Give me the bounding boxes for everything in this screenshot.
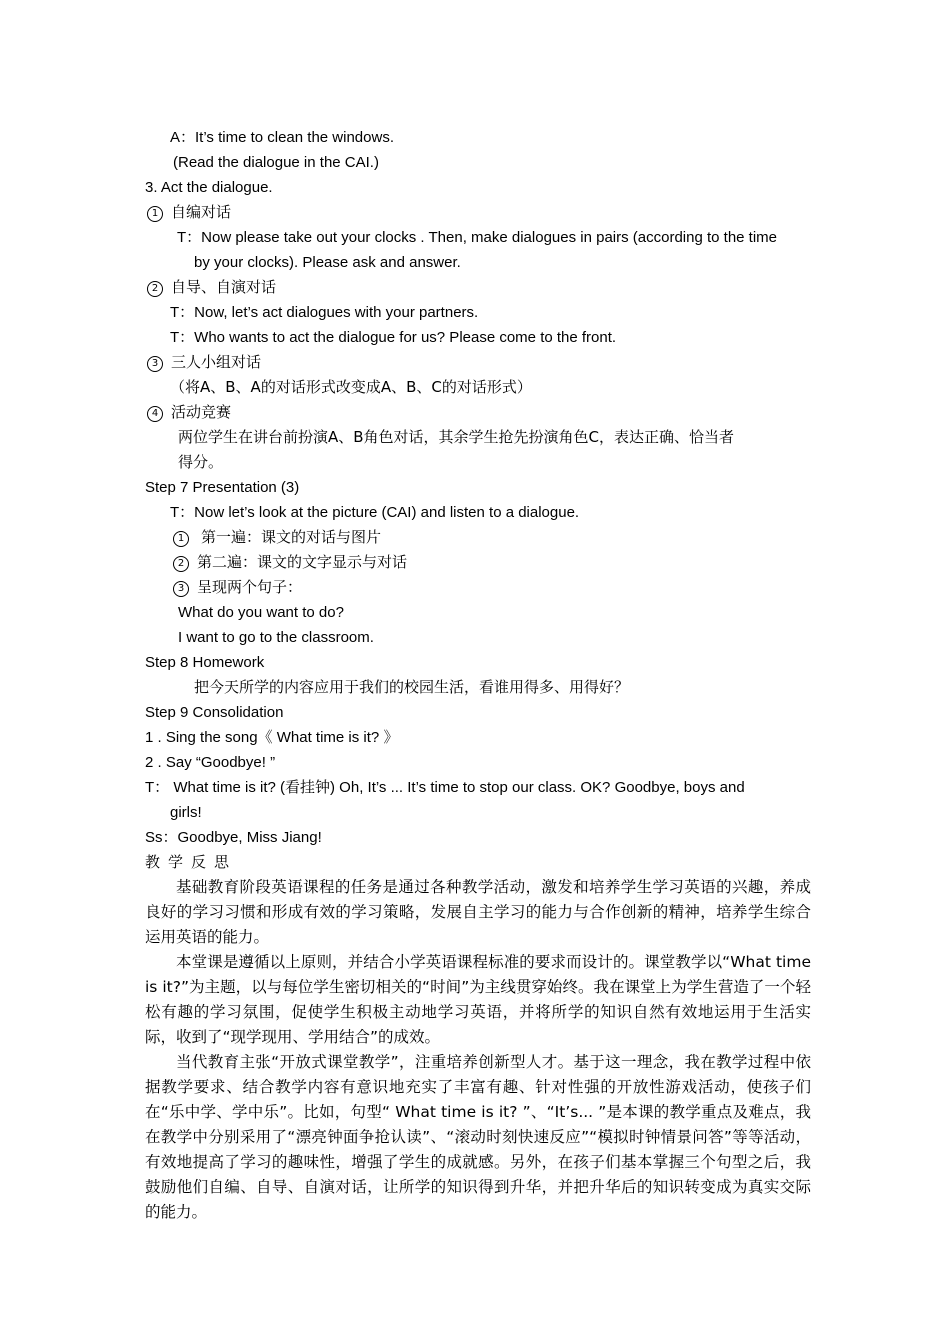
students-reply: Ss：Goodbye, Miss Jiang!	[145, 829, 322, 846]
step-9-item-1: 1 . Sing the song《 What time is it? 》	[145, 729, 399, 746]
step-7-sub-3	[173, 575, 302, 600]
circled-number-2: 2	[173, 556, 189, 572]
dialogue-line-a: A：It’s time to clean the windows.	[170, 129, 394, 146]
item-4-text-line-2: 得分。	[178, 453, 224, 471]
step-9-item-2: 2 . Say “Goodbye! ”	[145, 754, 276, 771]
step-8-text: 把今天所学的内容应用于我们的校园生活，看谁用得多、用得好？	[194, 678, 630, 696]
reflection-paragraph-1: 基础教育阶段英语课程的任务是通过各种教学活动，激发和培养学生学习英语的兴趣，养成良好的学习习惯和形成有效的学习策略，发展自主学习的能力与合作创新的精神，培养学生综合运用英语的能力。	[145, 878, 811, 946]
item-3-note: （将A、B、A的对话形式改变成A、B、C的对话形式）	[170, 378, 532, 396]
item-1-teacher-line-1: T：Now please take out your clocks . Then, make dialogues in pairs (according to the time	[177, 229, 778, 246]
step-7-sub-1-text: 第一遍：课文的对话与图片	[201, 528, 382, 546]
teacher-closing-line-2: girls!	[170, 804, 202, 821]
step-9-heading: Step 9 Consolidation	[145, 704, 284, 721]
step-7-heading: Step 7 Presentation (3)	[145, 479, 300, 496]
read-dialogue-note: (Read the dialogue in the CAI.)	[173, 154, 379, 171]
step-7-sub-2	[173, 550, 407, 575]
item-2-teacher-line-1: T：Now, let’s act dialogues with your partners.	[170, 304, 479, 321]
reflection-paragraph-3: 当代教育主张“开放式课堂教学”，注重培养创新型人才。基于这一理念，我在教学过程中依据教学要求、结合教学内容有意识地充实了丰富有趣、针对性强的开放性游戏活动，使孩子们在“乐中学、学中乐”。比如，句型“ What time is it? ”、“It’s... ”是本课的教学重点及难点，我在教学中分别采用了“漂亮钟面争抢认读”、“滚动时刻快速反应”“模拟时钟情景问答”等等活动，有效地提高了学习的趣味性，增强了学生的成就感。另外，在孩子们基本掌握三个句型之后，我鼓励他们自编、自导、自演对话，让所学的知识得到升华，并把升华后的知识转变成为真实交际的能力。	[145, 1053, 811, 1221]
item-1-teacher-line-2: by your clocks). Please ask and answer.	[194, 254, 461, 271]
reflection-paragraph-2: 本堂课是遵循以上原则，并结合小学英语课程标准的要求而设计的。课堂教学以“What time is it?”为主题，以与每位学生密切相关的“时间”为主线贯穿始终。我在课堂上为学生营造了一个轻松有趣的学习氛围，促使学生积极主动地学习英语，并将所学的知识自然有效地运用于生活实际，收到了“现学现用、学用结合”的成效。	[145, 953, 811, 1046]
item-3	[147, 350, 261, 375]
step-8-heading: Step 8 Homework	[145, 654, 265, 671]
item-2	[147, 275, 276, 300]
circled-number-4: 4	[147, 406, 163, 422]
circled-number-3: 3	[147, 356, 163, 372]
sentence-go-to-classroom: I want to go to the classroom.	[178, 629, 374, 646]
act-dialogue-heading: 3. Act the dialogue.	[145, 179, 273, 196]
item-1	[147, 200, 231, 225]
item-2-label: 自导、自演对话	[171, 278, 277, 296]
item-2-teacher-line-2: T：Who wants to act the dialogue for us? Please come to the front.	[170, 329, 617, 346]
teacher-closing-line-1: T： What time is it? (看挂钟) Oh, It’s ... It’s time to stop our class. OK? Goodbye, boys and	[145, 779, 745, 796]
step-7-sub-2-text: 第二遍：课文的文字显示与对话	[197, 553, 408, 571]
reflection-heading: 教学反思	[145, 853, 238, 871]
step-7-sub-3-text: 呈现两个句子：	[197, 578, 303, 596]
item-4-label: 活动竞赛	[171, 403, 232, 421]
step-7-teacher-line: T：Now let’s look at the picture (CAI) and listen to a dialogue.	[170, 504, 580, 521]
item-4-text-line-1: 两位学生在讲台前扮演A、B角色对话，其余学生抢先扮演角色C，表达正确、恰当者	[178, 428, 735, 446]
item-4	[147, 400, 231, 425]
circled-number-1: 1	[173, 531, 189, 547]
circled-number-1: 1	[147, 206, 163, 222]
step-7-sub-1	[173, 525, 381, 550]
sentence-want-to-do: What do you want to do?	[178, 604, 344, 621]
circled-number-2: 2	[147, 281, 163, 297]
item-3-label: 三人小组对话	[171, 353, 262, 371]
circled-number-3: 3	[173, 581, 189, 597]
item-1-label: 自编对话	[171, 203, 232, 221]
